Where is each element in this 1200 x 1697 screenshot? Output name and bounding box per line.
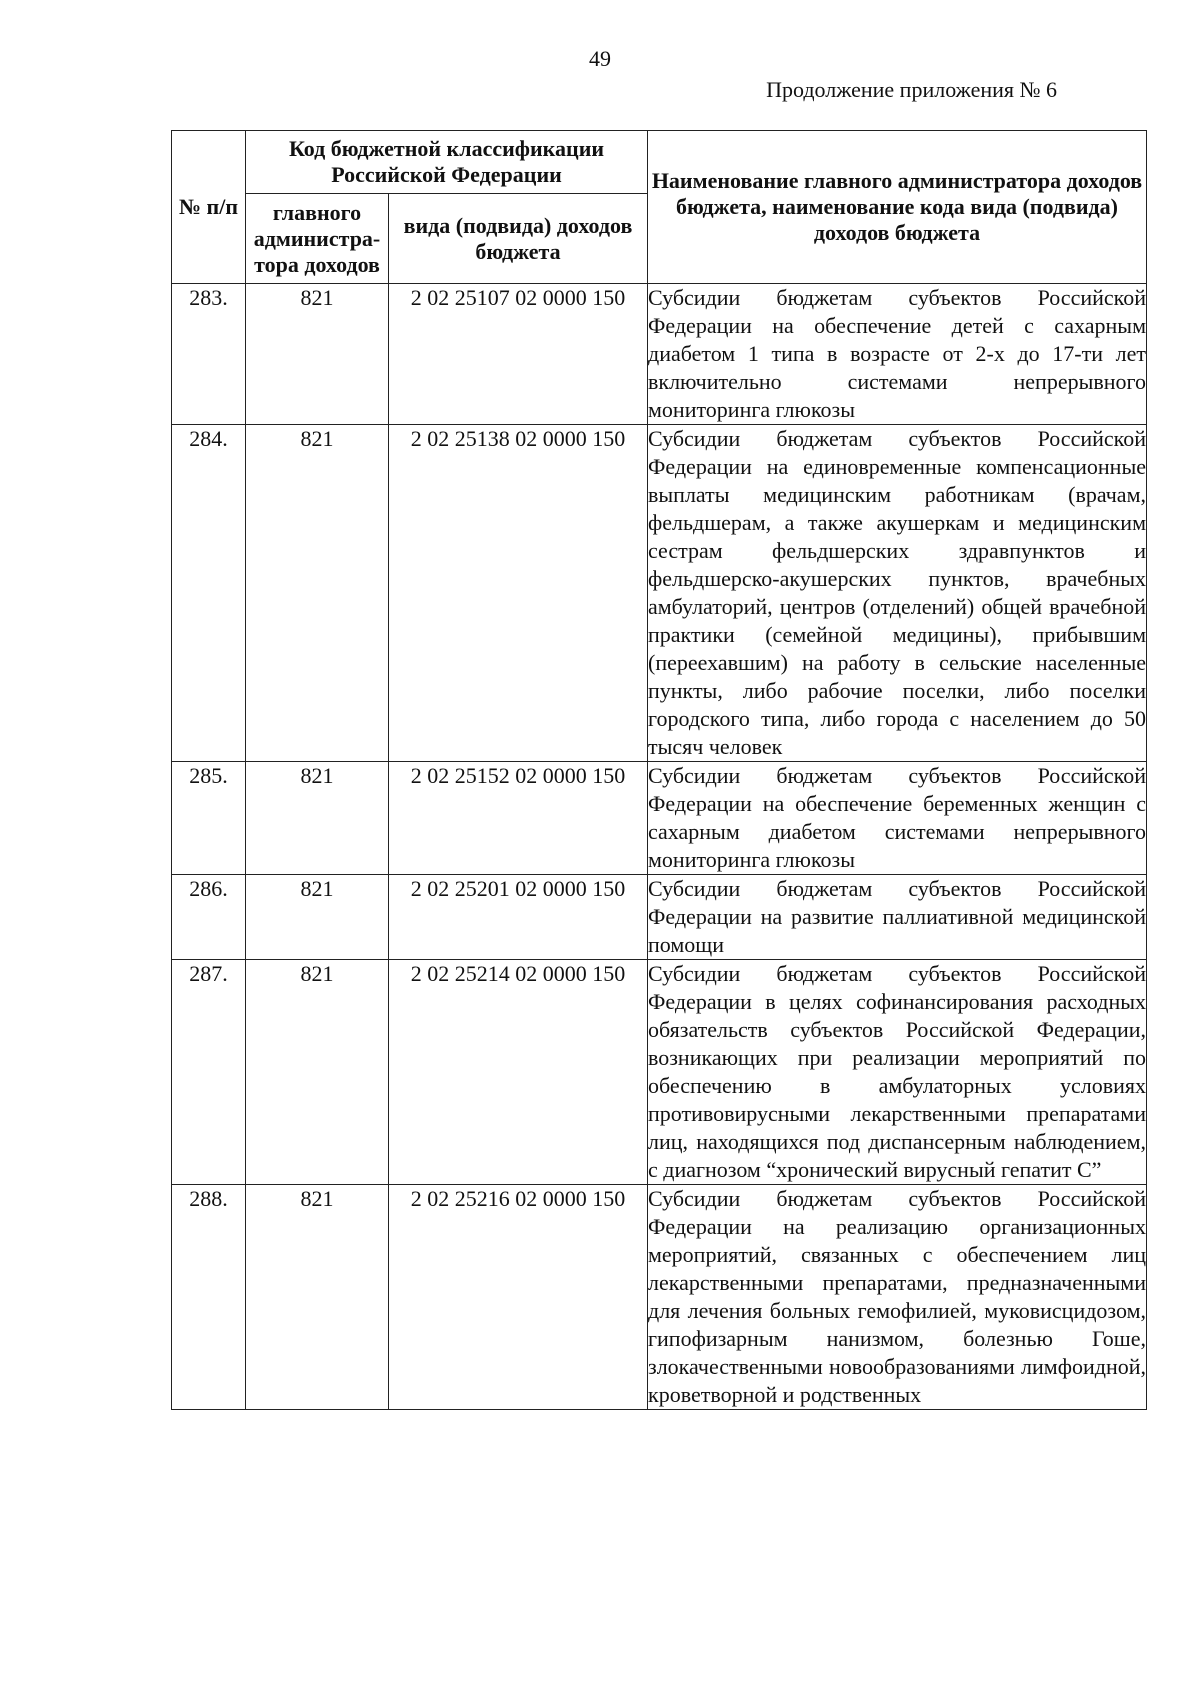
revenue-kind-code: 2 02 25138 02 0000 150 (389, 425, 648, 762)
table-row (172, 875, 1147, 960)
row-number: 288. (172, 1185, 246, 1410)
header-budget-code-group: Код бюджетной классификации Российской Федерации (246, 131, 648, 194)
revenue-name: Субсидии бюджетам субъектов Российской Федерации на обеспечение беременных женщин с сахарным диабетом системами непрерывного мониторинга глюкозы (648, 762, 1147, 875)
table-row (172, 1185, 1147, 1410)
revenue-kind-code: 2 02 25152 02 0000 150 (389, 762, 648, 875)
revenue-name: Субсидии бюджетам субъектов Российской Федерации в целях софинансирования расходных обязательств субъектов Российской Федерации, возникающих при реализации мероприятий по обеспечению в амбулаторных условиях противовирусными лекарственными препаратами лиц, находящихся под диспансерным наблюдением, с диагнозом “хронический вирусный гепатит С” (648, 960, 1147, 1185)
revenue-name: Субсидии бюджетам субъектов Российской Федерации на развитие паллиативной медицинской помощи (648, 875, 1147, 960)
header-revenue-kind-code: вида (подвида) доходов бюджета (389, 194, 648, 284)
row-number: 285. (172, 762, 246, 875)
revenue-name: Субсидии бюджетам субъектов Российской Федерации на единовременные компенсационные выплаты медицинским работникам (врачам, фельдшерам, а также акушеркам и медицинским сестрам фельдшерских здравпунктов и фельдшерско-акушерских пунктов, врачебных амбулаторий, центров (отделений) общей врачебной практики (семейной медицины), прибывшим (переехавшим) на работу в сельские населенные пункты, либо рабочие поселки, либо поселки городского типа, либо города с населением до 50 тысяч человек (648, 425, 1147, 762)
row-number: 283. (172, 284, 246, 425)
table-row (172, 960, 1147, 1185)
administrator-code: 821 (246, 875, 389, 960)
budget-classification-table (171, 130, 1147, 1410)
administrator-code: 821 (246, 762, 389, 875)
revenue-name: Субсидии бюджетам субъектов Российской Федерации на обеспечение детей с сахарным диабетом 1 типа в возрасте от 2-х до 17-ти лет включительно системами непрерывного мониторинга глюкозы (648, 284, 1147, 425)
appendix-continuation-label: Продолжение приложения № 6 (766, 77, 1057, 102)
row-number: 287. (172, 960, 246, 1185)
administrator-code: 821 (246, 1185, 389, 1410)
revenue-kind-code: 2 02 25201 02 0000 150 (389, 875, 648, 960)
table-row (172, 762, 1147, 875)
administrator-code: 821 (246, 284, 389, 425)
table-row (172, 425, 1147, 762)
row-number: 284. (172, 425, 246, 762)
header-administrator-name: Наименование главного администратора доходов бюджета, наименование кода вида (подвида) доходов бюджета (648, 131, 1147, 284)
header-row-number: № п/п (172, 131, 246, 284)
revenue-kind-code: 2 02 25107 02 0000 150 (389, 284, 648, 425)
table-row (172, 284, 1147, 425)
row-number: 286. (172, 875, 246, 960)
page-number: 49 (589, 46, 611, 71)
revenue-kind-code: 2 02 25216 02 0000 150 (389, 1185, 648, 1410)
administrator-code: 821 (246, 425, 389, 762)
revenue-name: Субсидии бюджетам субъектов Российской Федерации на реализацию организационных мероприятий, связанных с обеспечением лиц лекарственными препаратами, предназначенными для лечения больных гемофилией, муковисцидозом, гипофизарным нанизмом, болезнью Гоше, злокачественными новообразованиями лимфоидной, кроветворной и родственных (648, 1185, 1147, 1410)
revenue-kind-code: 2 02 25214 02 0000 150 (389, 960, 648, 1185)
header-chief-administrator-code: главного администра-тора доходов (246, 194, 389, 284)
administrator-code: 821 (246, 960, 389, 1185)
